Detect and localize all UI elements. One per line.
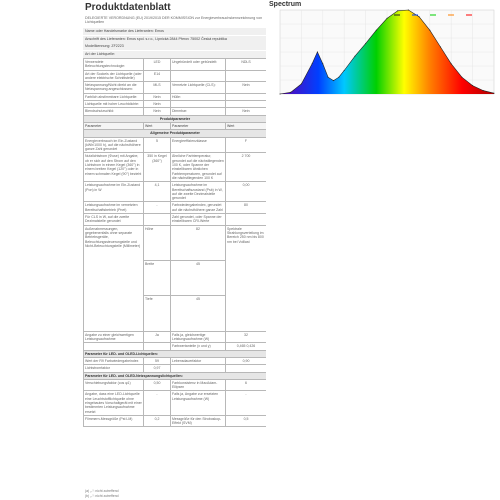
section-row — [84, 350, 267, 357]
supplier-name: Name oder Handelsmarke des Lieferanten: Emos — [83, 28, 266, 35]
param-label: Lichtstromfaktor — [84, 365, 144, 372]
section-row — [84, 130, 267, 137]
param-value — [226, 70, 267, 82]
spectrum-point — [290, 92, 291, 93]
table-row — [84, 365, 267, 372]
param-label: Falls ja, gleichwertige Leistungsaufnahme (W) — [171, 331, 226, 343]
dimension-row — [84, 225, 267, 260]
param-label: Falls ja, Angabe zur ersetzten Leistungsaufnahme (W) — [171, 391, 226, 415]
footnote: (b) „-“: nicht zutreffend — [85, 494, 119, 498]
param-value: Nein — [226, 108, 267, 115]
param-label: Farbkonsistenz in MacAdam-Ellipsen — [171, 379, 226, 391]
param-value: 0,90 — [226, 357, 267, 364]
param-value: Nein — [226, 82, 267, 94]
spectrum-point — [429, 30, 430, 31]
param-value — [226, 214, 267, 226]
table-row — [84, 108, 267, 115]
spectrum-point — [387, 18, 388, 19]
param-value: Nein — [144, 93, 171, 100]
param-label: Ungebündelt oder gebündelt: — [171, 59, 226, 71]
param-value: E14 — [144, 70, 171, 82]
param-value: 4,1 — [144, 182, 171, 202]
model-id: Modellkennung: ZF2223 — [83, 43, 266, 50]
supplier-address: Anschrift des Lieferanten: Emos spol. s.r.o., Lipnická 2844 Přerov 75002 Česká republika — [83, 36, 266, 43]
param-label: Farbwiedergabeindex, gerundet auf die nächsthöhere ganze Zahl — [171, 202, 226, 214]
dimension-value: 45 — [171, 296, 226, 331]
param-label: Energieeffizienzklasse — [171, 137, 226, 153]
spectrum-point — [419, 16, 420, 17]
spectrum-point — [322, 63, 323, 64]
param-value: Nein — [144, 108, 171, 115]
spectrum-point — [408, 10, 409, 11]
param-value: 32 — [226, 331, 267, 343]
spectrum-point — [317, 52, 318, 53]
param-value — [226, 365, 267, 372]
param-label: Dimmbar: — [171, 108, 226, 115]
param-label: Wert der R9 Farbwiedergabeindex — [84, 357, 144, 364]
param-value: MLS — [144, 82, 171, 94]
param-label: Farblich abstimmbare Lichtquelle: — [84, 93, 144, 100]
spectrum-point — [328, 77, 329, 78]
param-value: LED — [144, 59, 171, 71]
spectrum-point — [440, 47, 441, 48]
spectrum-point — [494, 93, 495, 94]
spectrum-point — [301, 83, 302, 84]
param-value: 0,2 — [144, 415, 171, 427]
section-header: Produktparameter — [84, 115, 267, 122]
param-label: Lebensdauerfaktor — [171, 357, 226, 364]
param-value — [144, 214, 171, 226]
param-value: - — [226, 391, 267, 415]
param-value: F — [226, 137, 267, 153]
table-row — [84, 153, 267, 182]
section-row — [84, 372, 267, 379]
column-header: Parameter — [84, 122, 144, 129]
section-header: Allgemeine Produktparameter — [84, 130, 267, 137]
dimension-name: Tiefe — [144, 296, 171, 331]
param-label: Angabe, dass eine LED-Lichtquelle eine Leuchtstofflichtquelle ohne eingebautes Vorschaltgerät mit einer bestimmten Leistungsaufnahme ersetzt — [85, 392, 142, 414]
param-label: Lichtquelle mit hoher Leuchtdichte: — [84, 101, 144, 108]
spectrum-point — [365, 43, 366, 44]
spectrum-point — [376, 30, 377, 31]
param-label: Vernetzte Lichtquelle (CLS): — [171, 82, 226, 94]
spectrum-point — [472, 85, 473, 86]
table-row — [84, 137, 267, 153]
column-header: Wert — [226, 122, 267, 129]
param-label: Hülle: — [171, 93, 226, 100]
param-value — [144, 343, 171, 350]
param-value: Nein — [144, 101, 171, 108]
param-label: Art der Sockels der Lichtquelle (oder andere elektrische Schnittstelle) — [85, 71, 142, 80]
param-value: 6 — [226, 379, 267, 391]
header-row — [84, 122, 267, 129]
table-row — [84, 343, 267, 350]
param-label: Verwendete Beleuchtungstechnologie: — [84, 59, 144, 71]
regulation-intro: DELEGIERTE VERORDNUNG (EU) 2019/2015 DER KOMMISSION zur Energieverbrauchskennzeichnung von Lichtquellen — [85, 16, 263, 25]
dimensions-label: Außenabmessungen, gegebenenfalls ohne separate Betriebsgeräte, Beleuchtungssteuerungsteile und Nicht-Beleuchtungsteile (Millimeter) — [84, 225, 144, 331]
param-label — [171, 101, 226, 108]
dimension-value: 45 — [171, 260, 226, 295]
param-value: 350 in Kegel (360°) — [144, 153, 171, 182]
table-row — [84, 214, 267, 226]
param-label: Für CLS in W, auf die zweite Dezimalstelle gerundet — [84, 214, 144, 226]
table-row — [84, 182, 267, 202]
table-row — [84, 93, 267, 100]
param-label: Nutzlichtstrom (Φuse) mit Angabe, ob er sich auf den Strom auf den Lichtstrom in einem Kegel (360°) in einem breiten Kegel (120°) oder in einem schmalen Kegel (90°) bezieht — [84, 153, 144, 182]
param-label: Angabe zu einer gleichwertigen Leistungsaufnahme — [84, 331, 144, 343]
param-label: Flimmern-Messgröße (Pst LM) — [84, 415, 144, 427]
table-row — [84, 101, 267, 108]
param-value: 59 — [144, 357, 171, 364]
section-header: Parameter für LED- und OLED-Netzspannungslichtquellen: — [84, 372, 267, 379]
spectrum-point — [397, 10, 398, 11]
param-value: 0,465 0,426 — [226, 343, 267, 350]
param-value: 0,50 — [144, 379, 171, 391]
param-label: Zahl gerundet, oder Spanne der einstellbaren CRI-Werte — [171, 214, 226, 226]
param-label: Spektrale Strahlungsverteilung im Bereich 250 nm bis 800 nm bei Volllast — [226, 225, 267, 331]
spectrum-point — [333, 80, 334, 81]
spectrum-point — [312, 63, 313, 64]
param-label: Farbwertanteile (x und y) — [171, 343, 226, 350]
spectrum-title: Spectrum — [269, 1, 302, 8]
param-value — [226, 101, 267, 108]
table-row — [84, 59, 267, 71]
param-value: 5 — [144, 137, 171, 153]
table-row — [84, 82, 267, 94]
param-label: Leistungsaufnahme im Ein-Zustand (Pon) in W — [84, 182, 144, 202]
document-title: Produktdatenblatt — [85, 2, 171, 13]
lightsource-type: Art der Lichtquelle: — [83, 51, 266, 58]
column-header: Wert — [144, 122, 171, 129]
parameter-table — [83, 58, 266, 427]
param-value: Ja — [144, 331, 171, 343]
spectrum-point — [280, 94, 281, 95]
param-label: Leistungsaufnahme im vernetzten Bereitschaftsbetrieb (Pnet) — [84, 202, 144, 214]
param-value: 0,5 — [226, 415, 267, 427]
param-value — [226, 93, 267, 100]
param-value: 2 700 — [226, 153, 267, 182]
spectrum-point — [344, 70, 345, 71]
dimension-name: Breite — [144, 260, 171, 295]
table-row — [84, 391, 267, 415]
dimension-name: Höhe — [144, 225, 171, 260]
table-row — [84, 70, 267, 82]
table-row — [84, 202, 267, 214]
param-value: - — [144, 391, 171, 415]
table-row — [84, 331, 267, 343]
param-label — [84, 343, 144, 350]
param-value: - — [144, 202, 171, 214]
table-row — [84, 379, 267, 391]
param-label: Ähnliche Farbtemperatur, gerundet auf die nächstliegenden 100 K, oder Spanne der einstellbaren ähnlichen Farbtemperaturen, gerundet auf die nächstliegenden 100 K — [172, 154, 224, 180]
spectrum-panel — [268, 0, 500, 100]
param-label: Messgröße für den Stroboskop-Effekt (SVM) — [171, 415, 226, 427]
spectrum-chart — [268, 0, 500, 100]
param-value: 80 — [226, 202, 267, 214]
spectrum-point — [338, 77, 339, 78]
param-value: 0,97 — [144, 365, 171, 372]
spectrum-point — [354, 56, 355, 57]
param-label — [171, 70, 226, 82]
param-value: 0,00 — [226, 182, 267, 202]
dimension-value: 82 — [171, 225, 226, 260]
section-header: Parameter für LED- und OLED-Lichtquellen: — [84, 350, 267, 357]
footnote: (a) „-“: nicht zutreffend — [85, 489, 119, 493]
table-row — [84, 415, 267, 427]
param-label: Energieverbrauch im Ein-Zustand (kWh/1000 h), auf die nächsthöhere ganze Zahl gerundet — [84, 137, 144, 153]
param-label — [171, 365, 226, 372]
spectrum-point — [461, 77, 462, 78]
param-value: NDLS — [226, 59, 267, 71]
param-label: Blendschutzschild: — [84, 108, 144, 115]
param-label: Leistungsaufnahme im Bereitschaftszustand (Psb) in W, auf die zweite Dezimalstelle gerundet — [171, 182, 226, 202]
spectrum-point — [451, 63, 452, 64]
section-row — [84, 115, 267, 122]
product-datasheet — [83, 0, 266, 500]
param-label: Verschiebungsfaktor (cos φ1) — [84, 379, 144, 391]
column-header: Parameter — [171, 122, 226, 129]
table-row — [84, 357, 267, 364]
param-label: Netzspannung/Nicht direkt an die Netzspannung angeschlossen: — [84, 82, 144, 94]
spectrum-point — [483, 90, 484, 91]
